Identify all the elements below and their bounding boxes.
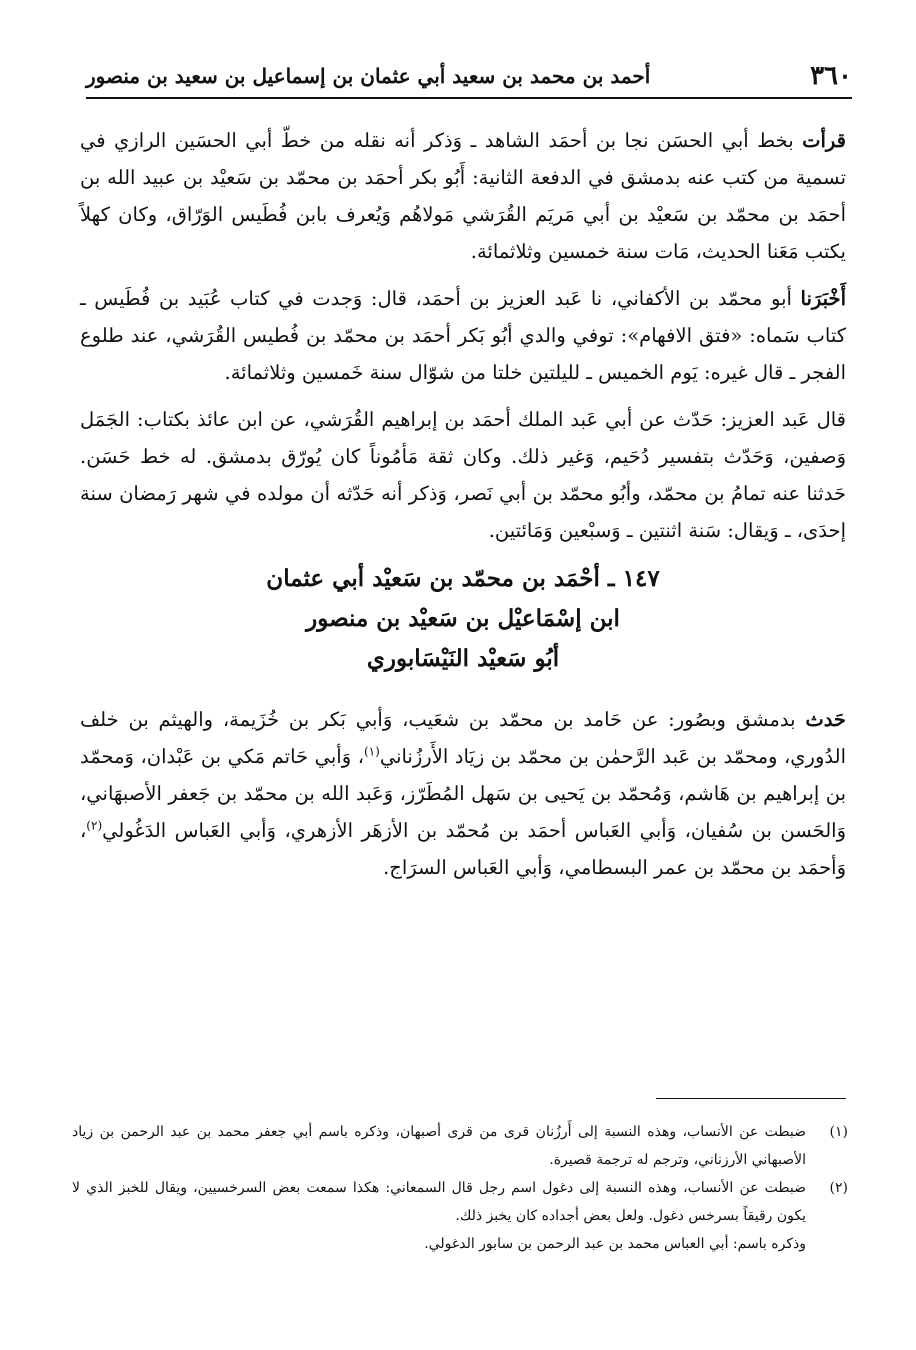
paragraph-text: قال عَبد العزيز: حَدّث عن أبي عَبد الملك أحمَد بن إبراهيم القُرَشي، عن ابن عائذ بكتاب: الجَمَل وَصفين، وَحَدّث بتفسير دُحَيم، وَغير ذلك. وكان ثقة مَأمُوناً كان يُورّق بدمشق. له خط حَسَن. حَدثنا عنه تمامُ بن محمّد، وأبُو محمّد بن أبي نَصر، وَذكر أنه حَدّثه أن مولده في شهر رَمضان سنة إحدَى، ـ وَيقال: سَنة اثنتين ـ وَسبْعين وَمَائتين.: [80, 408, 846, 542]
page-number: ٣٦٠: [810, 61, 852, 91]
footnote-number: (١): [829, 1124, 848, 1140]
paragraph-text: بخط أبي الحسَن نجا بن أحمَد الشاهد ـ وَذكر أنه نقله من خطّ أبي الحسَين الرازي في تسمية من كتب عنه بدمشق في الدفعة الثانية: أَبُو بكر أحمَد بن محمّد بن سَعيْد بن عبيد الله بن أحمَد بن محمّد بن سَعيْد بن أبي مَريَم القُرَشي مَولاهُم وَيُعرف بابن فُطَيس الوَرّاق، وكان كهلاً يكتب مَعَنا الحديث، مَات سنة خمسين وثلاثمائة.: [80, 129, 846, 263]
paragraph-lead-word: قرأت: [802, 129, 846, 152]
footnote-number: (٢): [829, 1180, 848, 1196]
footnote-reference-1[interactable]: (١): [363, 744, 380, 759]
footnote-text: ضبطت عن الأنساب، وهذه النسبة إلى أَرزُنان قرى من قرى أصبهان، وذكره باسم أبي جعفر محمد بن عبد الرحمن بن زياد الأصبهاني الأرزناني، وترجم له ترجمة قصيرة.: [72, 1124, 806, 1168]
paragraph-text-part-3: ، وَأحمَد بن محمّد بن عمر البسطامي، وَأبي العَباس السرَاج.: [80, 819, 846, 879]
entry-heading-line-1: ١٤٧ ـ أحْمَد بن محمّد بن سَعيْد أبي عثمان: [266, 565, 660, 592]
footnote-reference-2[interactable]: (٢): [86, 818, 103, 833]
paragraph-text-part-1: بدمشق وبصُور: عن حَامد بن محمّد بن شعَيب، وَأبي بَكر بن خُزَيمة، والهيثم بن خلف الدُوري، ومحمّد بن عَبد الرَّحمٰن بن محمّد بن زيَاد الأَرزُناني: [80, 708, 846, 768]
main-text: [80, 122, 846, 896]
footnote-continuation: وذكره باسم: أبي العباس محمد بن عبد الرحمن بن سابور الدغولي.: [424, 1236, 806, 1252]
footnote-2: [72, 1174, 848, 1230]
paragraph-text: أبو محمّد بن الأكفاني، نا عَبد العزيز بن أحمَد، قال: وَجدت في كتاب عُبَيد بن فُطَيس ـ كتاب سَماه: «فتق الافهام»: توفي والدي أبُو بَكر أحمَد بن محمّد بن فُطيس القُرَشي، عند طلوع الفجر ـ قال غيره: يَوم الخميس ـ لليلتين خلتا من شوّال سنة خَمسين وثلاثمائة.: [80, 287, 846, 384]
paragraph-2: [80, 280, 846, 391]
paragraph-lead-word: أَخْبَرَنا: [800, 287, 846, 310]
entry-heading-line-3: أبُو سَعيْد النَيْسَابوري: [366, 645, 560, 672]
footnote-1: [72, 1118, 848, 1174]
page-header: [86, 55, 852, 99]
entry-heading: [80, 559, 846, 679]
paragraph-lead-word: حَدث: [805, 708, 846, 731]
footnote-text: ضبطت عن الأنساب، وهذه النسبة إلى دغول اسم رجل قال السمعاني: هكذا سمعت بعض السرخسيين، ويقال للخبز الذي لا يكون رقيقاً بسرخس دغول. ولعل بعض أجداده كان يخبز ذلك.: [72, 1180, 806, 1224]
paragraph-text-part-2: ، وَأبي حَاتم مَكي بن عَبْدان، وَمحمّد بن إبراهيم بن هَاشم، وَمُحمّد بن يَحيى بن سَهل المُطَرّز، وَعَبد الله بن محمّد بن جَعفر الأصبهَاني، وَالحَسن بن سُفيان، وَأبي العَباس أحمَد بن مُحمّد بن الأزهَر الأزهري، وَأبي العَباس الدَغُولي: [80, 745, 846, 842]
footnote-divider: [656, 1098, 846, 1099]
paragraph-1: [80, 122, 846, 270]
running-title: أحمد بن محمد بن سعيد أبي عثمان بن إسماعيل بن سعيد بن منصور: [86, 64, 651, 88]
entry-paragraph: [80, 701, 846, 886]
footnotes: [72, 1118, 848, 1258]
entry-heading-line-2: ابن إسْمَاعيْل بن سَعيْد بن منصور: [306, 605, 620, 632]
paragraph-3: [80, 401, 846, 549]
